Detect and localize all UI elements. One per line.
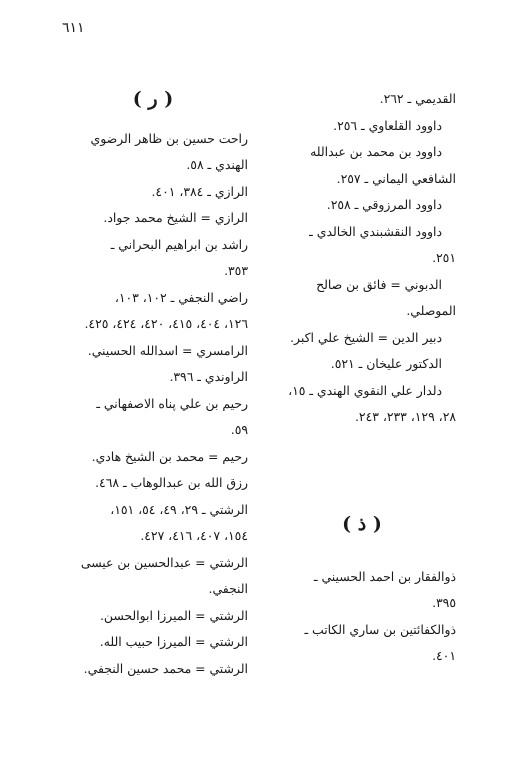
index-entry: الراوندي ـ ٣٩٦. bbox=[169, 369, 248, 384]
index-entry: راشد بن ابراهيم البحراني ـ bbox=[110, 236, 248, 252]
section-dal-entries bbox=[268, 86, 456, 431]
index-entry: ١٥٤، ٤٠٧، ٤١٦، ٤٢٧. bbox=[140, 528, 248, 543]
index-column-right bbox=[268, 86, 456, 670]
index-entry: ٣٩٥. bbox=[432, 595, 456, 610]
index-entry: الرازي ـ ٣٨٤، ٤٠١. bbox=[151, 183, 248, 199]
index-entry: دبير الدين = الشيخ علي اكبر. bbox=[290, 329, 442, 345]
index-entry: رزق الله بن عبدالوهاب ـ ٤٦٨. bbox=[95, 475, 248, 490]
index-entry: القديمي ـ ٢٦٢. bbox=[379, 91, 456, 106]
index-entry: ٢٨، ١٢٩، ٢٣٣، ٢٤٣. bbox=[354, 409, 456, 424]
index-column-left bbox=[58, 86, 248, 682]
index-entry: داوود المرزوقي ـ ٢٥٨. bbox=[326, 197, 442, 212]
index-entry: النجفي. bbox=[208, 581, 248, 596]
index-entry: راحت حسين بن ظاهر الرضوي bbox=[90, 130, 248, 146]
index-entry: الرشتي = محمد حسين النجفي. bbox=[83, 660, 248, 676]
index-entry: داوود القلعاوي ـ ٢٥٦. bbox=[333, 117, 442, 133]
section-letter-dhal: ( ذ ) bbox=[342, 512, 382, 535]
index-entry: ٥٩. bbox=[230, 422, 248, 437]
index-entry: ١٢٦، ٤٠٤، ٤١٥، ٤٢٠، ٤٢٤، ٤٢٥. bbox=[84, 316, 248, 331]
index-entry: داوود النقشبندي الخالدي ـ bbox=[309, 223, 442, 239]
section-dhal-entries bbox=[268, 564, 456, 670]
index-entry: الموصلي. bbox=[406, 303, 456, 318]
index-entry: راضي النجفي ـ ١٠٢، ١٠٣، bbox=[114, 289, 248, 305]
section-ra-entries bbox=[58, 126, 248, 683]
index-entry: ٣٥٣. bbox=[224, 263, 248, 278]
index-entry: دلدار علي النقوي الهندي ـ ١٥، bbox=[288, 382, 442, 398]
index-entry: ٤٠١. bbox=[432, 648, 456, 663]
index-entry: الرشتي = الميرزا ابوالحسن. bbox=[99, 607, 248, 623]
index-entry: الهندي ـ ٥٨. bbox=[186, 157, 248, 172]
index-entry: الرشتي = عبدالحسين بن عيسى bbox=[80, 554, 248, 570]
index-entry: الدبوني = فائق بن صالح bbox=[316, 276, 442, 292]
index-entry: داوود بن محمد بن عبدالله bbox=[310, 144, 442, 159]
page-number: ٦١١ bbox=[62, 20, 85, 36]
index-entry: الرشتي ـ ٢٩، ٤٩، ٥٤، ١٥١، bbox=[110, 501, 248, 517]
index-entry: ذوالكفائتين بن ساري الكاتب ـ bbox=[304, 621, 456, 637]
index-entry: الدكتور عليخان ـ ٥٢١. bbox=[330, 356, 442, 371]
index-entry: ذوالفقار بن احمد الحسيني ـ bbox=[313, 568, 456, 584]
index-entry: الرامسري = اسدالله الحسيني. bbox=[87, 342, 248, 358]
section-letter-ra: ( ر ) bbox=[132, 88, 174, 110]
index-entry: ٢٥١. bbox=[432, 250, 456, 265]
index-entry: رحيم بن علي پناه الاصفهاني ـ bbox=[96, 395, 248, 411]
index-entry: الرازي = الشيخ محمد جواد. bbox=[103, 210, 248, 225]
index-entry: الشافعي اليماني ـ ٢٥٧. bbox=[336, 170, 456, 186]
index-entry: الرشتي = الميرزا حبيب الله. bbox=[99, 634, 248, 649]
index-entry: رحيم = محمد بن الشيخ هادي. bbox=[91, 448, 248, 464]
